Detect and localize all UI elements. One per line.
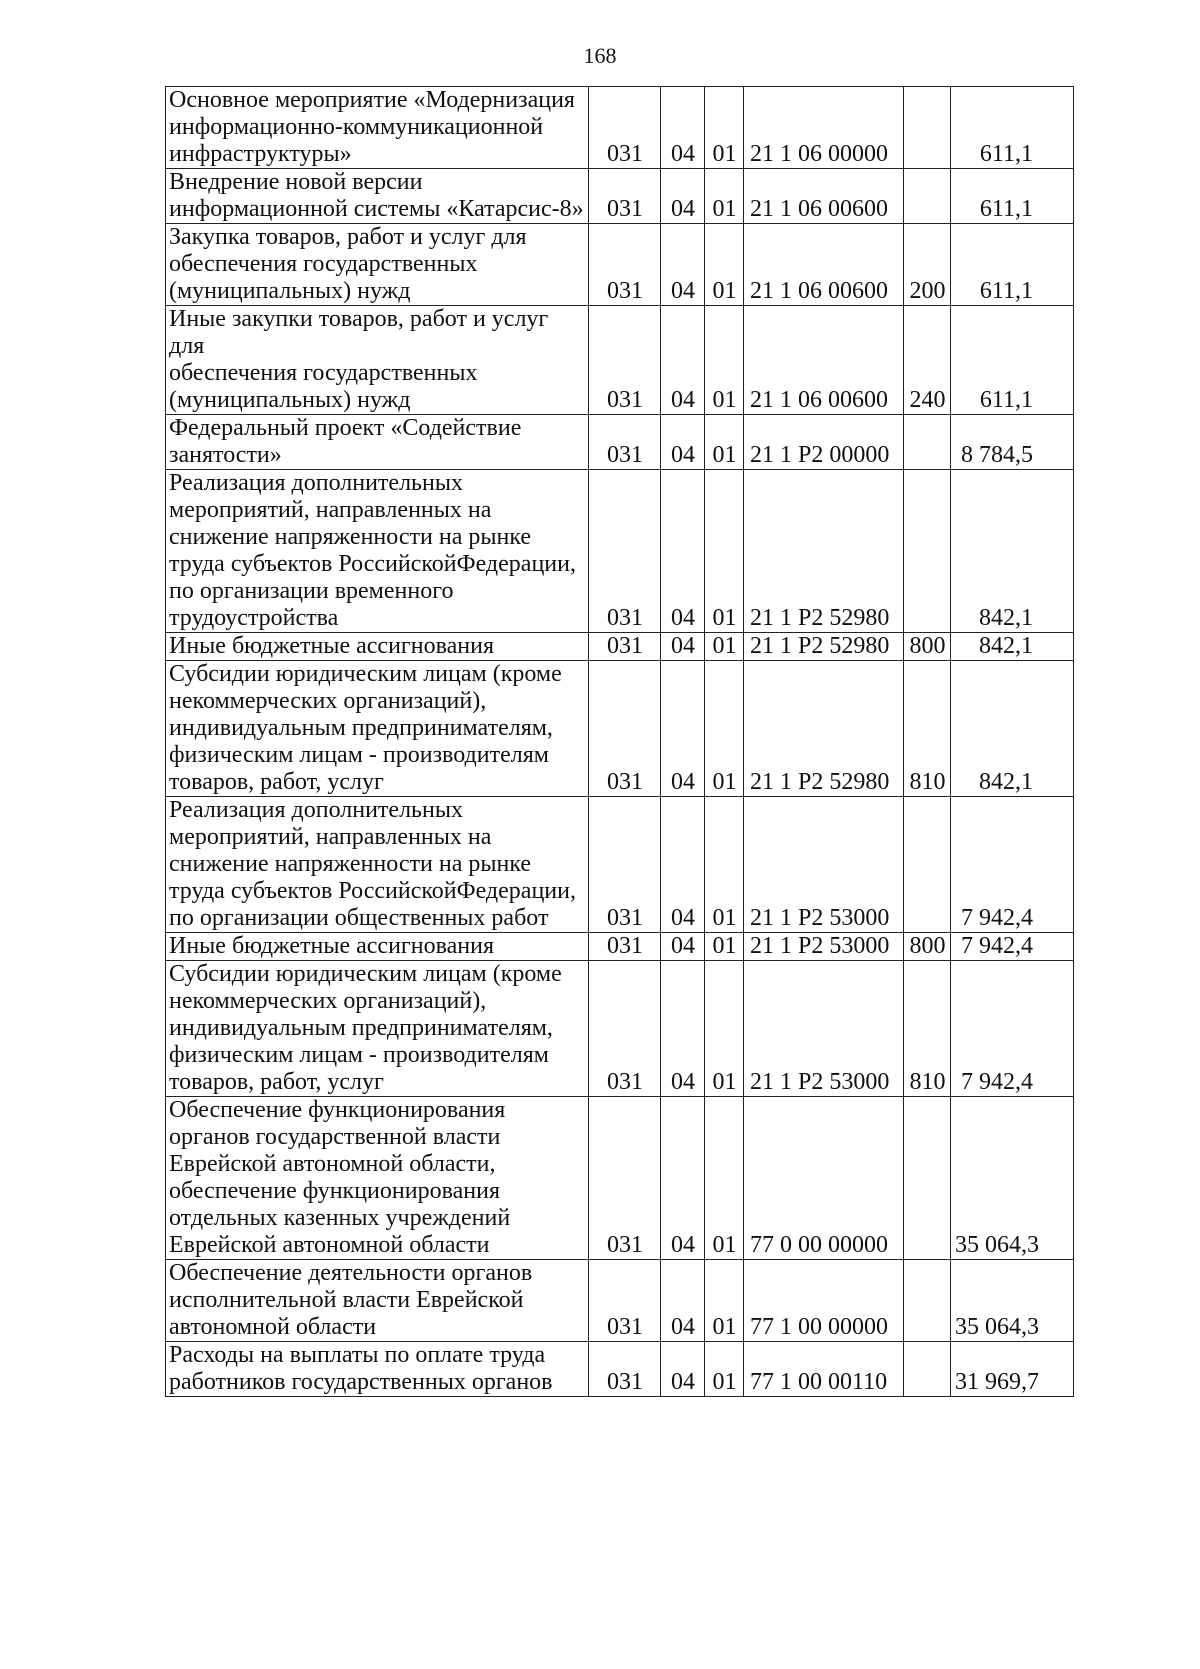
row-rz-cell: 04 — [661, 1097, 705, 1260]
row-amount-cell: 611,1 — [951, 87, 1074, 169]
row-ved-cell: 031 — [589, 415, 661, 470]
row-pr-cell: 01 — [705, 470, 744, 633]
row-vr-cell: 240 — [904, 306, 951, 415]
row-pr-cell: 01 — [705, 87, 744, 169]
row-name-cell: Расходы на выплаты по оплате труда работников государственных органов — [166, 1342, 589, 1397]
row-amount-cell: 842,1 — [951, 633, 1074, 661]
table-row — [166, 1342, 1074, 1397]
row-vr-cell — [904, 87, 951, 169]
row-rz-cell: 04 — [661, 661, 705, 797]
row-ved-cell: 031 — [589, 1097, 661, 1260]
row-amount-cell: 611,1 — [951, 306, 1074, 415]
row-csr-cell: 21 1 Р2 00000 — [744, 415, 904, 470]
row-amount-cell: 7 942,4 — [951, 797, 1074, 933]
row-rz-cell: 04 — [661, 797, 705, 933]
row-rz-cell: 04 — [661, 961, 705, 1097]
row-pr-cell: 01 — [705, 1097, 744, 1260]
row-pr-cell: 01 — [705, 797, 744, 933]
row-ved-cell: 031 — [589, 224, 661, 306]
row-name-cell: Внедрение новой версии информационной системы «Катарсис-8» — [166, 169, 589, 224]
budget-table — [165, 86, 1074, 1397]
row-csr-cell: 21 1 Р2 53000 — [744, 797, 904, 933]
row-vr-cell — [904, 797, 951, 933]
row-pr-cell: 01 — [705, 306, 744, 415]
row-rz-cell: 04 — [661, 306, 705, 415]
row-rz-cell: 04 — [661, 470, 705, 633]
row-pr-cell: 01 — [705, 633, 744, 661]
row-ved-cell: 031 — [589, 470, 661, 633]
row-csr-cell: 21 1 06 00600 — [744, 224, 904, 306]
row-csr-cell: 77 1 00 00110 — [744, 1342, 904, 1397]
table-row — [166, 1097, 1074, 1260]
row-name-cell: Субсидии юридическим лицам (кроме некоммерческих организаций), индивидуальным предпринимателям, физическим лицам - производителям товаров, работ, услуг — [166, 961, 589, 1097]
table-row — [166, 169, 1074, 224]
table-row — [166, 415, 1074, 470]
row-rz-cell: 04 — [661, 1260, 705, 1342]
row-name-cell: Иные закупки товаров, работ и услуг для обеспечения государственных (муниципальных) нужд — [166, 306, 589, 415]
table-row — [166, 797, 1074, 933]
row-amount-cell: 35 064,3 — [951, 1260, 1074, 1342]
row-name-cell: Реализация дополнительных мероприятий, направленных на снижение напряженности на рынке труда субъектов РоссийскойФедерации, по организации общественных работ — [166, 797, 589, 933]
row-csr-cell: 21 1 Р2 53000 — [744, 933, 904, 961]
row-pr-cell: 01 — [705, 224, 744, 306]
row-amount-cell: 8 784,5 — [951, 415, 1074, 470]
table-row — [166, 933, 1074, 961]
row-rz-cell: 04 — [661, 1342, 705, 1397]
row-amount-cell: 611,1 — [951, 169, 1074, 224]
row-csr-cell: 21 1 Р2 52980 — [744, 633, 904, 661]
row-rz-cell: 04 — [661, 933, 705, 961]
row-vr-cell: 810 — [904, 961, 951, 1097]
row-name-cell: Иные бюджетные ассигнования — [166, 633, 589, 661]
row-csr-cell: 21 1 Р2 52980 — [744, 470, 904, 633]
row-vr-cell: 810 — [904, 661, 951, 797]
row-name-cell: Субсидии юридическим лицам (кроме некоммерческих организаций), индивидуальным предпринимателям, физическим лицам - производителям товаров, работ, услуг — [166, 661, 589, 797]
row-pr-cell: 01 — [705, 169, 744, 224]
row-pr-cell: 01 — [705, 1260, 744, 1342]
row-csr-cell: 21 1 06 00600 — [744, 306, 904, 415]
table-row — [166, 661, 1074, 797]
row-rz-cell: 04 — [661, 87, 705, 169]
row-amount-cell: 842,1 — [951, 661, 1074, 797]
row-pr-cell: 01 — [705, 415, 744, 470]
table-row — [166, 1260, 1074, 1342]
row-ved-cell: 031 — [589, 169, 661, 224]
row-name-cell: Обеспечение деятельности органов исполнительной власти Еврейской автономной области — [166, 1260, 589, 1342]
row-ved-cell: 031 — [589, 661, 661, 797]
row-csr-cell: 21 1 06 00600 — [744, 169, 904, 224]
row-vr-cell: 200 — [904, 224, 951, 306]
table-row — [166, 961, 1074, 1097]
table-row — [166, 224, 1074, 306]
budget-table-body — [166, 87, 1074, 1397]
row-vr-cell — [904, 415, 951, 470]
row-rz-cell: 04 — [661, 169, 705, 224]
row-amount-cell: 31 969,7 — [951, 1342, 1074, 1397]
row-vr-cell: 800 — [904, 933, 951, 961]
row-ved-cell: 031 — [589, 87, 661, 169]
row-amount-cell: 842,1 — [951, 470, 1074, 633]
row-ved-cell: 031 — [589, 797, 661, 933]
row-pr-cell: 01 — [705, 1342, 744, 1397]
table-row — [166, 306, 1074, 415]
row-csr-cell: 77 1 00 00000 — [744, 1260, 904, 1342]
row-rz-cell: 04 — [661, 224, 705, 306]
row-ved-cell: 031 — [589, 933, 661, 961]
row-ved-cell: 031 — [589, 961, 661, 1097]
row-ved-cell: 031 — [589, 1342, 661, 1397]
row-ved-cell: 031 — [589, 306, 661, 415]
row-amount-cell: 7 942,4 — [951, 961, 1074, 1097]
row-rz-cell: 04 — [661, 415, 705, 470]
row-amount-cell: 7 942,4 — [951, 933, 1074, 961]
row-name-cell: Реализация дополнительных мероприятий, направленных на снижение напряженности на рынке труда субъектов РоссийскойФедерации, по организации временного трудоустройства — [166, 470, 589, 633]
row-pr-cell: 01 — [705, 961, 744, 1097]
row-csr-cell: 21 1 Р2 53000 — [744, 961, 904, 1097]
row-pr-cell: 01 — [705, 661, 744, 797]
row-name-cell: Закупка товаров, работ и услуг для обеспечения государственных (муниципальных) нужд — [166, 224, 589, 306]
row-rz-cell: 04 — [661, 633, 705, 661]
row-vr-cell — [904, 1260, 951, 1342]
row-csr-cell: 77 0 00 00000 — [744, 1097, 904, 1260]
row-name-cell: Основное мероприятие «Модернизация информационно-коммуникационной инфраструктуры» — [166, 87, 589, 169]
row-csr-cell: 21 1 06 00000 — [744, 87, 904, 169]
row-vr-cell — [904, 1097, 951, 1260]
row-vr-cell — [904, 470, 951, 633]
row-ved-cell: 031 — [589, 633, 661, 661]
row-ved-cell: 031 — [589, 1260, 661, 1342]
table-row — [166, 470, 1074, 633]
row-vr-cell: 800 — [904, 633, 951, 661]
table-row — [166, 633, 1074, 661]
row-vr-cell — [904, 1342, 951, 1397]
row-name-cell: Федеральный проект «Содействие занятости» — [166, 415, 589, 470]
table-row — [166, 87, 1074, 169]
row-name-cell: Иные бюджетные ассигнования — [166, 933, 589, 961]
row-pr-cell: 01 — [705, 933, 744, 961]
row-name-cell: Обеспечение функционирования органов государственной власти Еврейской автономной области, обеспечение функционирования отдельных казенных учреждений Еврейской автономной области — [166, 1097, 589, 1260]
row-amount-cell: 35 064,3 — [951, 1097, 1074, 1260]
row-vr-cell — [904, 169, 951, 224]
row-amount-cell: 611,1 — [951, 224, 1074, 306]
row-csr-cell: 21 1 Р2 52980 — [744, 661, 904, 797]
page-number: 168 — [583, 43, 617, 68]
